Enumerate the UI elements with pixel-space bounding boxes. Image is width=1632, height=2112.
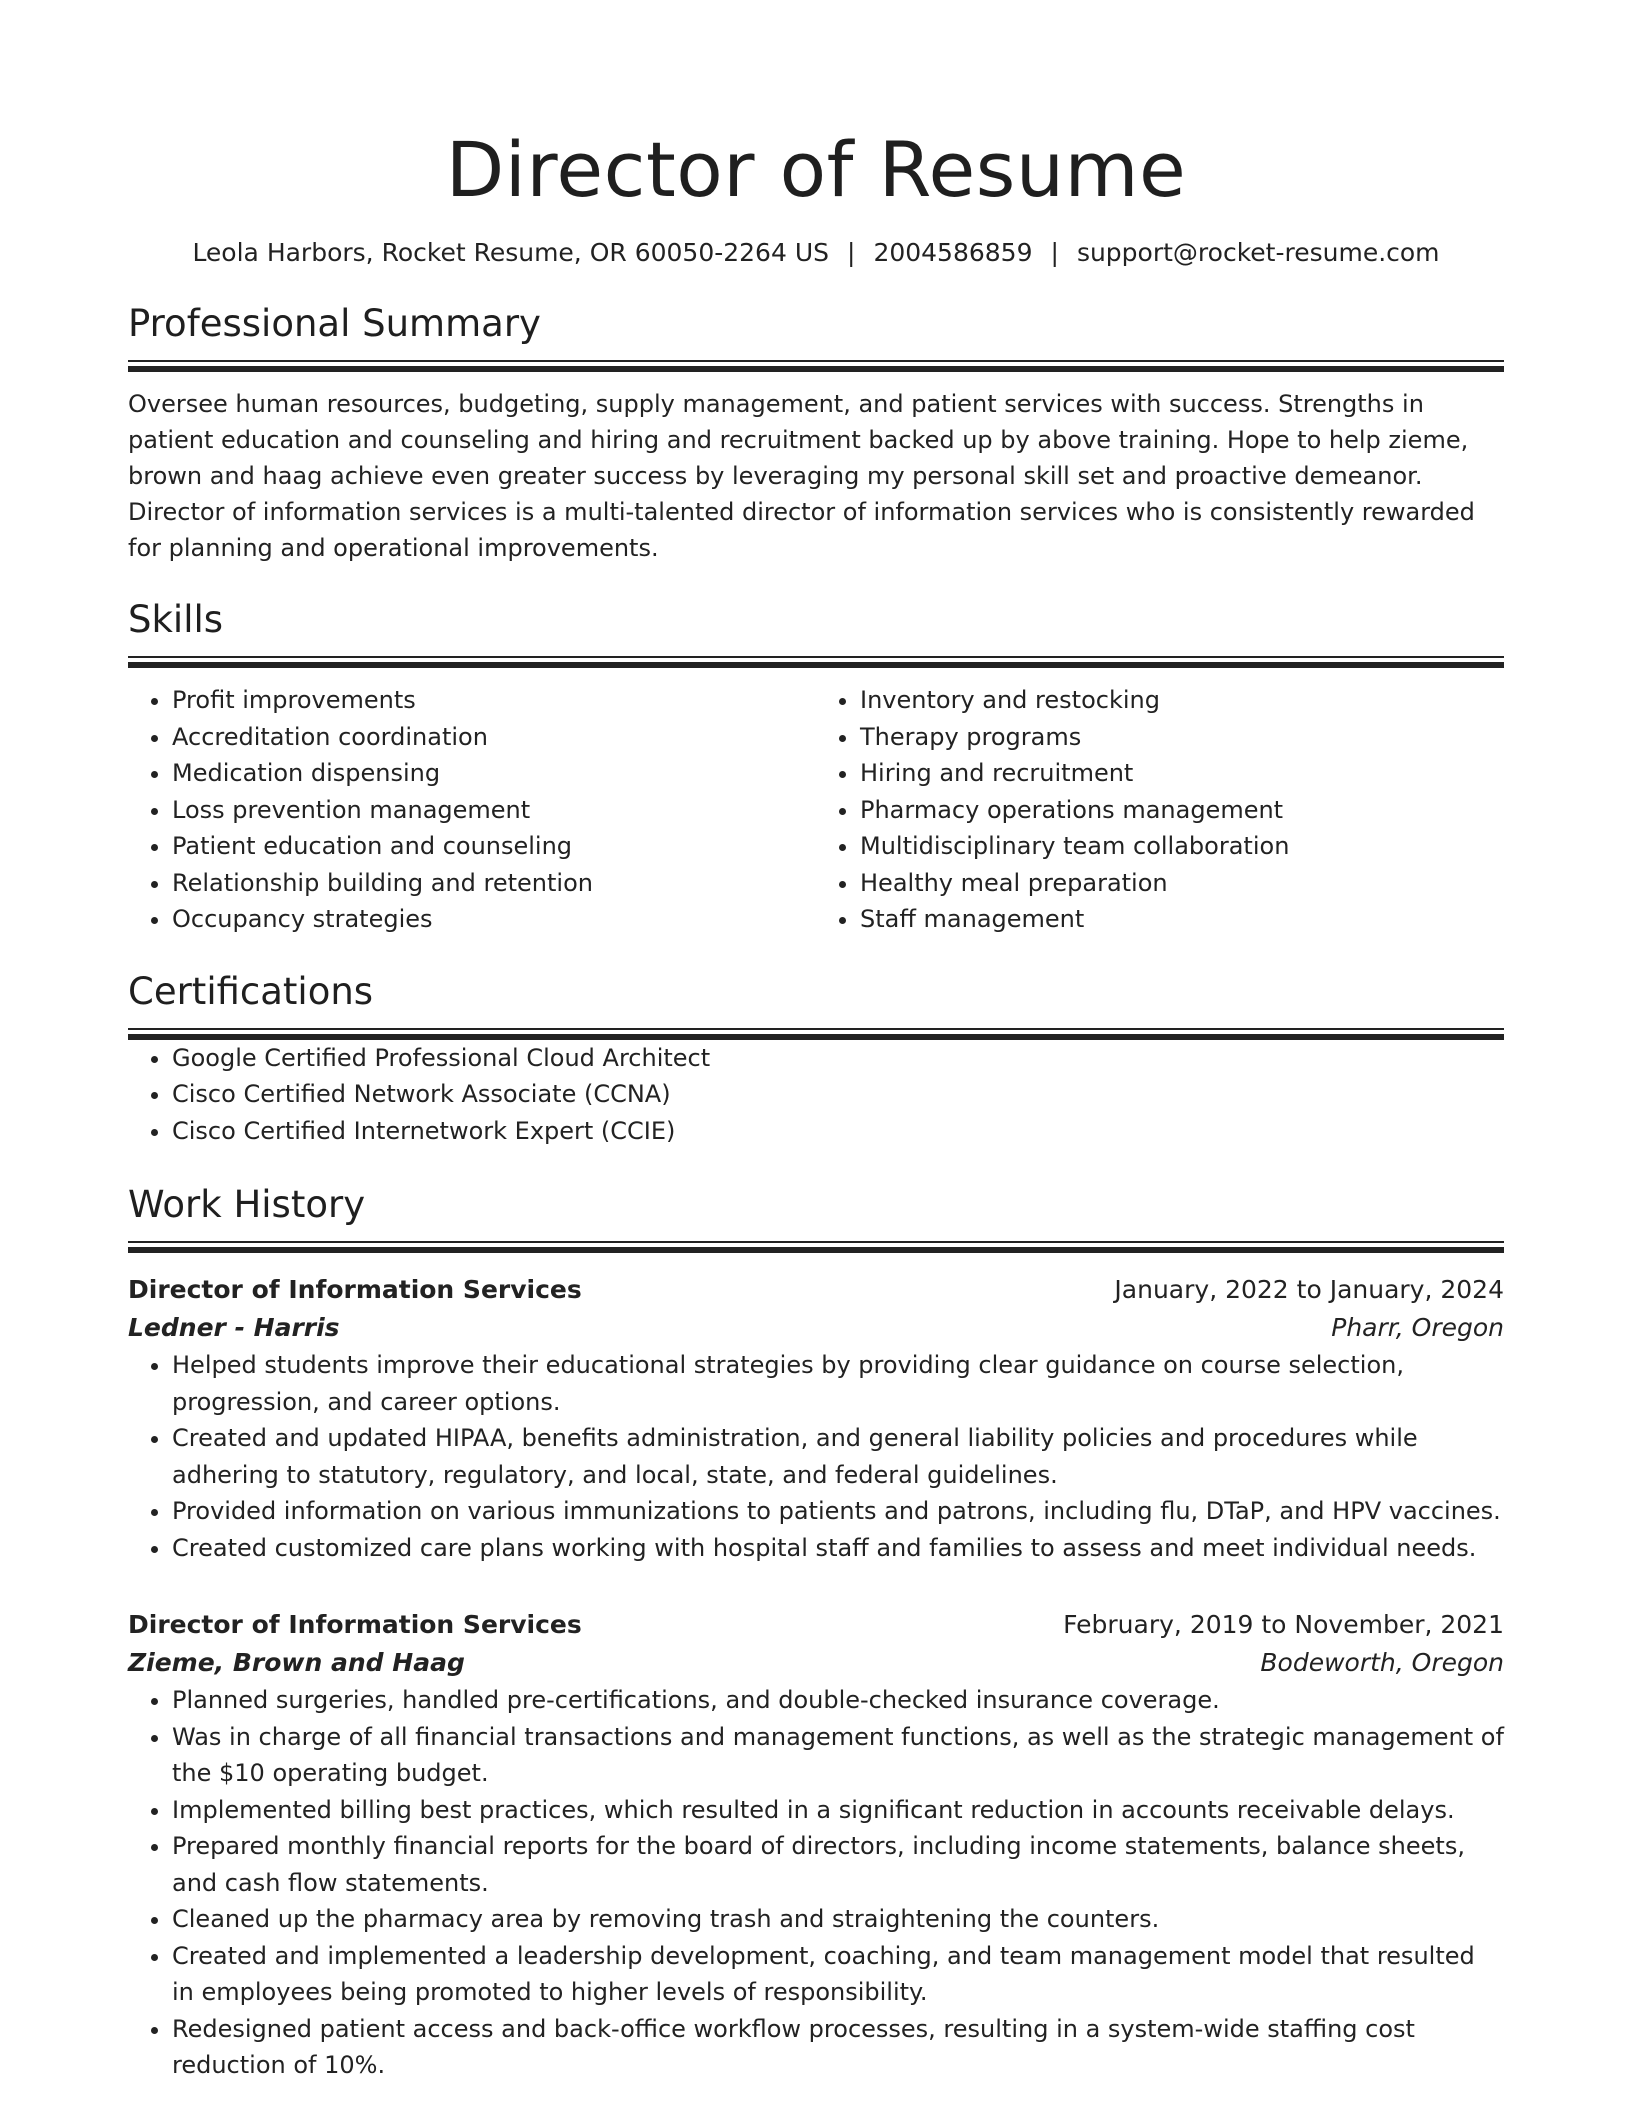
job-dates: January, 2022 to January, 2024 <box>1114 1275 1504 1304</box>
section-title-summary: Professional Summary <box>128 302 541 345</box>
professional-summary-section <box>128 300 1504 566</box>
job-bullet: • Created customized care plans working with hospital staff and families to assess and meet individual needs. <box>172 1530 1504 1567</box>
skill-item: • Therapy programs <box>860 719 1504 756</box>
skill-item: • Inventory and restocking <box>860 682 1504 719</box>
skill-item: • Profit improvements <box>172 682 816 719</box>
section-title-skills: Skills <box>128 598 224 641</box>
job-location: Bodeworth, Oregon <box>1260 1648 1504 1677</box>
job-title: Director of Information Services <box>128 1275 582 1304</box>
job-bullet: • Planned surgeries, handled pre-certifications, and double-checked insurance coverage. <box>172 1682 1504 1719</box>
job-title: Director of Information Services <box>128 1610 582 1639</box>
job-subheader-row <box>128 1644 1504 1682</box>
job-bullet: • Created and implemented a leadership development, coaching, and team management model that resulted in employees being promoted to higher levels of responsibility. <box>172 1938 1504 2011</box>
job-bullets <box>128 1347 1504 1566</box>
contact-separator: | <box>847 238 856 267</box>
job-header-row <box>128 1271 1504 1309</box>
skill-item: • Healthy meal preparation <box>860 865 1504 902</box>
contact-address: Leola Harbors, Rocket Resume, OR 60050-2264 US <box>192 238 829 267</box>
section-divider <box>128 656 1504 668</box>
certifications-list <box>128 1040 1504 1150</box>
skills-column-right <box>816 682 1504 938</box>
job-bullet: • Cleaned up the pharmacy area by removing trash and straightening the counters. <box>172 1901 1504 1938</box>
skill-item: • Patient education and counseling <box>172 828 816 865</box>
skills-list-right <box>816 682 1504 938</box>
job-company: Ledner - Harris <box>128 1313 340 1342</box>
job-bullet: • Provided information on various immunizations to patients and patrons, including flu, DTaP, and HPV vaccines. <box>172 1493 1504 1530</box>
skill-item: • Relationship building and retention <box>172 865 816 902</box>
resume-page <box>128 0 1504 2084</box>
skill-item: • Staff management <box>860 901 1504 938</box>
section-title-certifications: Certifications <box>128 969 374 1013</box>
skills-list-left <box>128 682 816 938</box>
contact-email: support@rocket-resume.com <box>1076 238 1440 267</box>
contact-phone: 2004586859 <box>873 238 1033 267</box>
skill-item: • Pharmacy operations management <box>860 792 1504 829</box>
job-entry <box>128 1271 1504 1566</box>
job-subheader-row <box>128 1309 1504 1347</box>
work-history-section <box>128 1181 1504 2084</box>
skills-section <box>128 596 1504 938</box>
section-divider <box>128 1241 1504 1253</box>
skill-item: • Loss prevention management <box>172 792 816 829</box>
section-divider <box>128 360 1504 372</box>
job-bullet: • Redesigned patient access and back-office workflow processes, resulting in a system-wide staffing cost reduction of 10%. <box>172 2011 1504 2084</box>
contact-separator: | <box>1050 238 1059 267</box>
skill-item: • Accreditation coordination <box>172 719 816 756</box>
job-header-row <box>128 1606 1504 1644</box>
skill-item: • Hiring and recruitment <box>860 755 1504 792</box>
job-bullets <box>128 1682 1504 2084</box>
section-title-work-history: Work History <box>128 1183 366 1226</box>
summary-text: Oversee human resources, budgeting, supply management, and patient services with success. Strengths in patient education and counseling and hiring and recruitment backed up by above training. Hope to help zieme, brown and haag achieve even greater success by leveraging my personal skill set and proactive demeanor. Director of information services is a multi-talented director of information services who is consistently rewarded for planning and operational improvements. <box>128 390 1475 562</box>
job-bullet: • Implemented billing best practices, which resulted in a significant reduction in accounts receivable delays. <box>172 1792 1504 1829</box>
certification-item: • Google Certified Professional Cloud Architect <box>172 1040 1504 1077</box>
contact-line <box>128 236 1504 270</box>
job-location: Pharr, Oregon <box>1331 1313 1504 1342</box>
job-bullet: • Helped students improve their educational strategies by providing clear guidance on course selection, progression, and career options. <box>172 1347 1504 1420</box>
section-divider <box>128 1028 1504 1040</box>
skills-column-left <box>128 682 816 938</box>
certification-item: • Cisco Certified Network Associate (CCNA) <box>172 1076 1504 1113</box>
skill-item: • Medication dispensing <box>172 755 816 792</box>
skill-item: • Multidisciplinary team collaboration <box>860 828 1504 865</box>
job-bullet: • Prepared monthly financial reports for the board of directors, including income statements, balance sheets, and cash flow statements. <box>172 1828 1504 1901</box>
certifications-section <box>128 968 1504 1150</box>
job-bullet: • Created and updated HIPAA, benefits administration, and general liability policies and procedures while adhering to statutory, regulatory, and local, state, and federal guidelines. <box>172 1420 1504 1493</box>
resume-title: Director of Resume <box>445 125 1187 214</box>
job-bullet: • Was in charge of all financial transactions and management functions, as well as the strategic management of the $10 operating budget. <box>172 1719 1504 1792</box>
skills-columns <box>128 682 1504 938</box>
skill-item: • Occupancy strategies <box>172 901 816 938</box>
job-entry <box>128 1606 1504 2084</box>
job-dates: February, 2019 to November, 2021 <box>1063 1610 1504 1639</box>
certification-item: • Cisco Certified Internetwork Expert (CCIE) <box>172 1113 1504 1150</box>
job-company: Zieme, Brown and Haag <box>128 1648 465 1677</box>
